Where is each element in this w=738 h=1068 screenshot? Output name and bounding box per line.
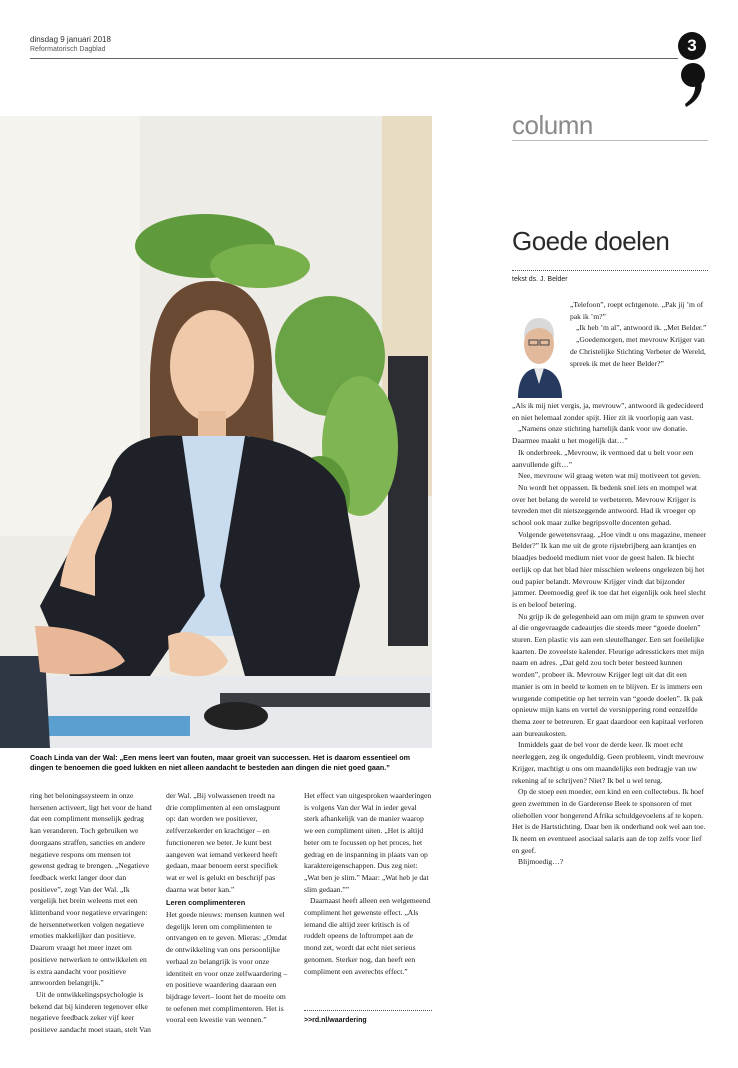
column-headline: Goede doelen [512, 226, 670, 256]
article-paragraph: der Wal. „Bij volwassenen treedt na drie complimenten al een omslagpunt op: dan worden we positiever, zelfverzekerder en krachtiger – en functioneren we beter. Je kunt best aangeven wat iemand verkeerd heeft gedaan, maar benoem eerst specifiek wat er wel is gelukt en beschrijf pas daarna wat beter kan.” [166, 791, 281, 894]
section-kicker: column [512, 110, 593, 140]
article-subheading: Leren complimenteren [166, 898, 246, 908]
column-paragraph: Volgende gewetensvraag. „Hoe vindt u ons magazine, meneer Belder?” Ik kan me uit de grote rijstebrijberg aan krantjes en blaadjes bedoeld medium niet voor de geest halen. Ik biecht eerlijk op dat het blad hier misschien weleens ongelezen bij het oud papier belandt. Mevrouw Krijger vindt dat bijzonder jammer. Deemoedig geef ik toe dat het eigenlijk ook heel slecht is en beloof betering. [512, 529, 707, 609]
column-paragraph: Nee, mevrouw wil graag weten wat mij motiveert tot geven. [518, 471, 701, 481]
photo-caption: Coach Linda van der Wal: „Een mens leert van fouten, maar groeit van successen. Het is daarom essentieel om dingen te benoemen die goed lukken en niet alleen aandacht te besteden aan dingen die niet goed gaan.” [30, 753, 410, 772]
page-number-badge: 3 [678, 32, 706, 60]
article-column-3 [304, 790, 432, 977]
coach-photo [0, 116, 432, 748]
article-web-link[interactable]: >>rd.nl/waardering [304, 1017, 367, 1024]
column-intro-paragraph: „Telefoon”, roept echtgenote. „Pak jij ’m of pak ik ’m?” [570, 300, 704, 321]
column-intro [570, 299, 708, 369]
column-paragraph: Ik onderbreek. „Mevrouw, ik vermoed dat u belt voor een aanvullende gift…” [512, 447, 694, 469]
column-paragraph: Nu wordt het oppassen. Ik bedenk snel iets en mompel wat over het belang de wereld te verbeteren. Mevrouw Krijger is tevreden met dit nietszeggende antwoord. Had ik vroeger op school ook maar zulke begripsvolle docenten gehad. [512, 482, 698, 528]
column-intro-paragraph: „Goedemorgen, met mevrouw Krijger van de Christelijke Stichting Verbeter de Wereld, spreek ik met de heer Belder?” [570, 335, 706, 368]
article-column-1 [30, 790, 152, 1036]
column-paragraph: „Namens onze stichting hartelijk dank voor uw donatie. Daarmee maakt u het mogelijk dat…” [512, 424, 688, 446]
column-paragraph: Nu grijp ik de gelegenheid aan om mijn gram te spuwen over al die ongevraagde cadeautjes die steeds meer “goede doelen” sturen. Een plastic vis aan een sleutelhanger. Een set foeilelijke kaarten. De zoveelste kalender. Fleurige adresstickers met mijn naam en adres. „Dat geld zou toch beter besteed kunnen worden”, probeer ik. Mevrouw Krijger legt uit dat dit een manier is om in beeld te komen en te blijven. Er is immers een wurgende competitie op het terrein van “goede doelen”. Ik pak opnieuw mijn kans en vertel de versnippering rond eenzelfde thema zeer te betreuren. Er gaat daardoor een kapitaal verloren aan bureaukosten. [512, 611, 705, 738]
kicker-divider [512, 140, 708, 141]
article-paragraph: Het goede nieuws: mensen kunnen wel degelijk leren om complimenten te ontvangen en te geven. Mieras: „Omdat de ontwikkeling van ons persoonlijke verhaal zo belangrijk is voor onze identiteit en voor onze zelfwaardering –en positieve waardering daaraan een bijdrage levert– loont het de moeite om te oefenen met complimenteren. Het is vooral een kwestie van wennen.” [166, 910, 288, 1025]
column-paragraph: Blijmoedig…? [518, 857, 564, 867]
comma-logo-icon [680, 62, 706, 108]
newspaper-name: Reformatorisch Dagblad [30, 46, 106, 53]
article-paragraph: ring het beloningssysteem in onze hersenen activeert, ligt het voor de hand dat een compliment menselijk gedrag kan veranderen. Toch gebruiken we doorgaans straffen, sancties en andere negatieve respons om mensen tot gewenst gedrag te brengen. „Negatieve feedback werkt langer door dan positieve”, zegt Van der Wal. „Ik vergelijk het brein weleens met een klittenband voor negatieve ervaringen: de hersennetwerken volgen negatieve emoties makkelijker dan positieve. Daarom vraagt het meer inzet om positieve netwerken te ontwikkelen en is extra aandacht voor positieve antwoorden belangrijk.” [30, 791, 152, 988]
article-column-2 [166, 790, 288, 1026]
article-paragraph: Daarnaast heeft alleen een welgemeend compliment het gewenste effect. „Als iemand die altijd zeer kritisch is of roddelt opeens de loftrompet aan de mond zet, wordt dat echt niet serieus genomen. Sterker nog, dan heeft een compliment een averechts effect.” [304, 896, 431, 976]
column-paragraph: „Als ik mij niet vergis, ja, mevrouw”, antwoord ik gedecideerd en niet helemaal zonder spijt. Hier zit ik voorlopig aan vast. [512, 401, 704, 422]
column-intro-paragraph: „Ik heb ’m al”, antwoord ik. „Met Belder.” [576, 323, 707, 333]
link-divider [304, 1010, 432, 1011]
byline: tekst ds. J. Belder [512, 276, 568, 283]
masthead-divider [30, 58, 678, 59]
author-portrait [512, 302, 566, 398]
article-paragraph: Het effect van uitgesproken waarderingen is volgens Van der Wal in ieder geval sterk afhankelijk van de manier waarop we een compliment uiten. „Het is altijd beter om te focussen op het proces, het gedrag en de inspanning in plaats van op karaktereigenschappen. Dus zeg niet: „Wat ben je slim.” Maar: „Wat heb je dat slim gedaan.”” [304, 791, 432, 894]
column-body [512, 400, 708, 868]
article-paragraph: Uit de ontwikkelingspsychologie is bekend dat bij kinderen tegenover elke negatieve feedback zeker vijf keer positieve aandacht moet staan, stelt Van [30, 989, 151, 1035]
headline-divider [512, 270, 708, 271]
issue-date: dinsdag 9 januari 2018 [30, 35, 111, 44]
column-paragraph: Inmiddels gaat de bel voor de derde keer. Ik moet echt neerleggen, zeg ik ongeduldig. Geen probleem, vindt mevrouw Krijger, machtigt u ons om maandelijks een bedragje van uw rekening af te schrijven? Niet? Ik bel u wel terug. [512, 740, 704, 785]
column-paragraph: Op de stoep een moeder, een kind en een collectebus. Ik hoef geen zwemmen in de Garderense Beek te sponsoren of met oliebollen voor hongerend Afrika schuldgevoelens af te kopen. Het is de Hartstichting. Daar ben ik onderhand ook wel aan toe. Ik neem en eventueel asociaal salaris aan de top zelfs voor lief en geef. [512, 787, 706, 855]
